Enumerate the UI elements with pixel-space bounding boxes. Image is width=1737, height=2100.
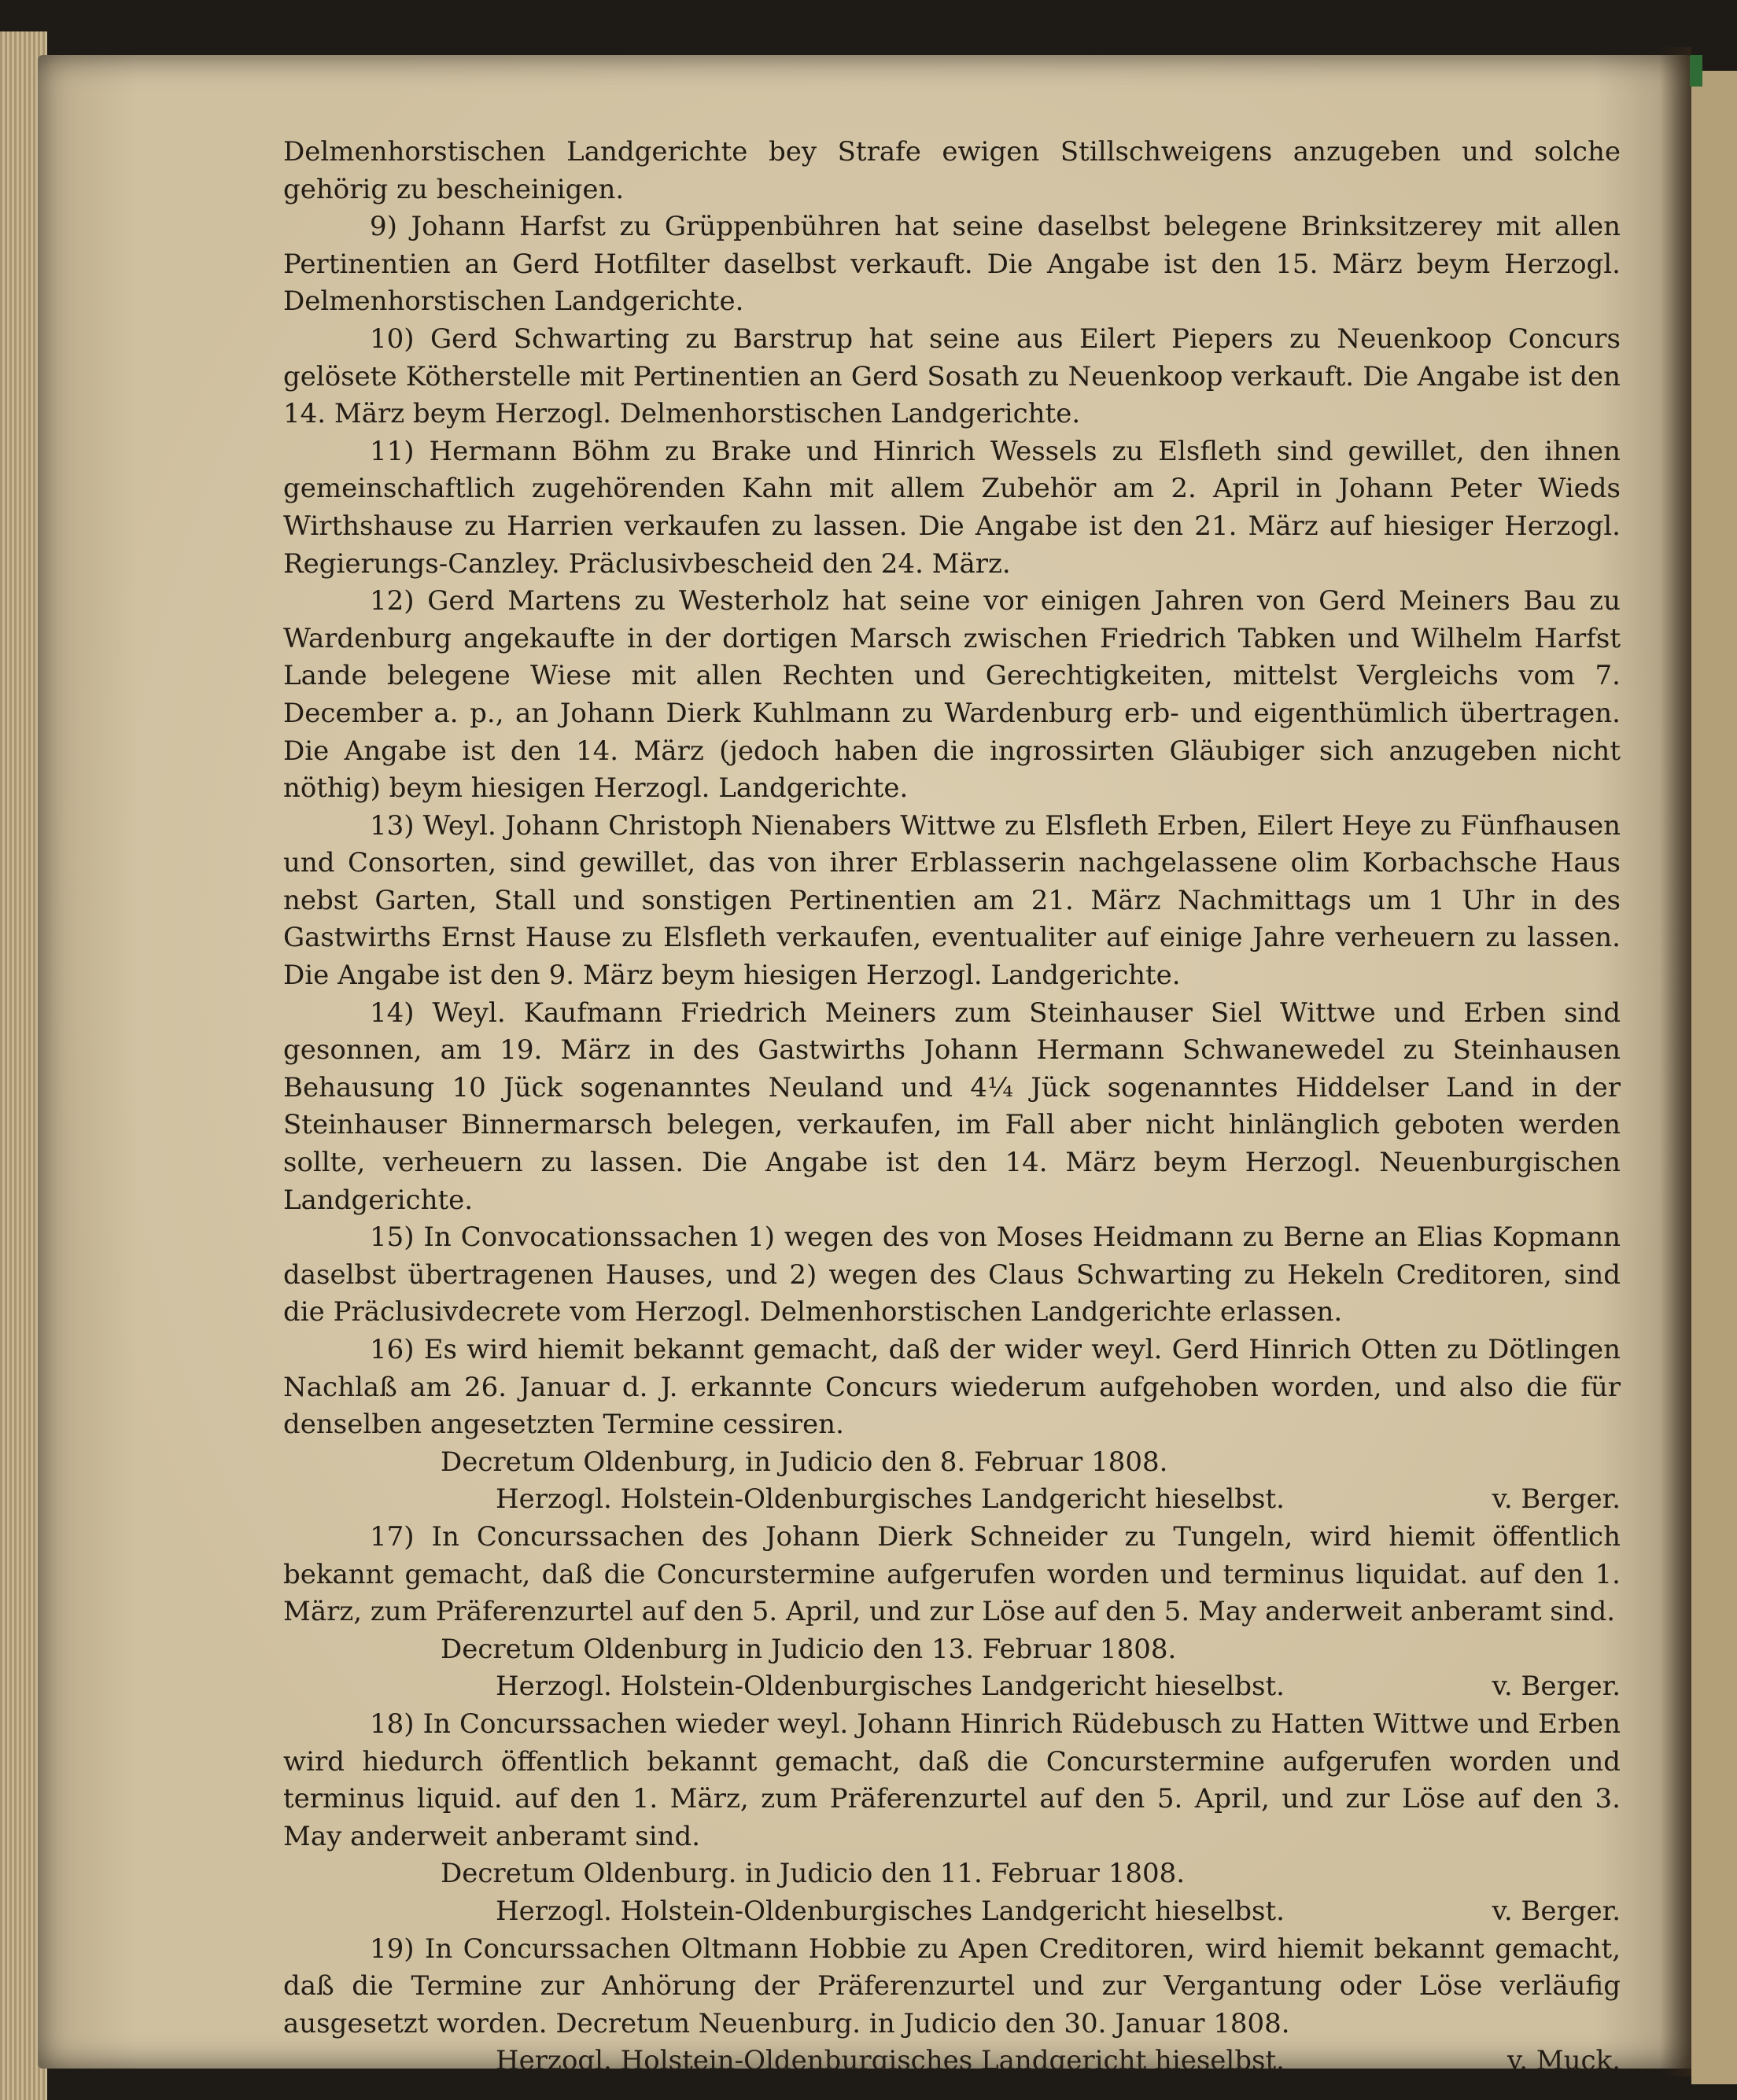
court-name: Herzogl. Holstein-Oldenburgisches Landgericht hieselbst. [496,2045,1285,2077]
signatory: v. Berger. [1492,1671,1621,1703]
paragraph-0: Delmenhorstischen Landgerichte bey Strafe ewigen Stillschweigens anzugeben und solche gehörig zu bescheinigen. [283,136,1621,205]
court-name: Herzogl. Holstein-Oldenburgisches Landgericht hieselbst. [496,1483,1285,1516]
facing-page-edge [1691,71,1737,2084]
decretum-2: Decretum Oldenburg in Judicio den 13. Februar 1808. [441,1633,1177,1665]
notice-11: 11) Hermann Böhm zu Brake und Hinrich Wessels zu Elsfleth sind gewillet, den ihnen gemeinschaftlich zugehörenden Kahn mit allem Zubehör am 2. April in Johann Peter Wieds Wirthshause zu Harrien verkaufen zu lassen. Die Angabe ist den 21. März auf hiesiger Herzogl. Regierungs-Canzley. Präclusivbescheid den 24. März. [283,435,1621,580]
page-text [283,134,1621,2080]
notice-12: 12) Gerd Martens zu Westerholz hat seine vor einigen Jahren von Gerd Meiners Bau zu Wardenburg angekaufte in der dortigen Marsch zwischen Friedrich Tabken und Wilhelm Harfst Lande belegene Wiese mit allen Rechten und Gerechtigkeiten, mittelst Vergleichs vom 7. December a. p., an Johann Dierk Kuhlmann zu Wardenburg erb- und eigenthümlich übertragen. Die Angabe ist den 14. März (jedoch haben die ingrossirten Gläubiger sich anzugeben nicht nöthig) beym hiesigen Herzogl. Landgerichte. [283,585,1621,805]
decretum-3: Decretum Oldenburg. in Judicio den 11. Februar 1808. [441,1858,1186,1890]
signature-line-1 [283,1481,1621,1519]
notice-13: 13) Weyl. Johann Christoph Nienabers Wittwe zu Elsfleth Erben, Eilert Heye zu Fünfhausen und Consorten, sind gewillet, das von ihrer Erblasserin nachgelassene olim Korbachsche Haus nebst Garten, Stall und sonstigen Pertinentien am 21. März Nachmittags um 1 Uhr in des Gastwirths Ernst Hause zu Elsfleth verkaufen, eventualiter auf einige Jahre verheuern zu lassen. Die Angabe ist den 9. März beym hiesigen Herzogl. Landgerichte. [283,809,1621,992]
signatory: v. Berger. [1492,1895,1621,1927]
binding-gutter [1660,47,1691,2076]
notice-10: 10) Gerd Schwarting zu Barstrup hat seine aus Eilert Piepers zu Neuenkoop Concurs gelösete Kötherstelle mit Pertinentien an Gerd Sosath zu Neuenkoop verkauft. Die Angabe ist den 14. März beym Herzogl. Delmenhorstischen Landgerichte. [283,322,1621,430]
notice-9: 9) Johann Harfst zu Grüppenbühren hat seine daselbst belegene Brinksitzerey mit allen Pertinentien an Gerd Hotfilter daselbst verkauft. Die Angabe ist den 15. März beym Herzogl. Delmenhorstischen Landgerichte. [283,211,1621,318]
bookmark-ribbon [1690,55,1702,87]
signature-line-2 [283,1668,1621,1706]
signatory: v. Berger. [1492,1483,1621,1516]
signature-line-4 [283,2043,1621,2080]
court-name: Herzogl. Holstein-Oldenburgisches Landgericht hieselbst. [496,1895,1285,1927]
notice-15: 15) In Convocationssachen 1) wegen des von Moses Heidmann zu Berne an Elias Kopmann daselbst übertragenen Hauses, und 2) wegen des Claus Schwarting zu Hekeln Creditoren, sind die Präclusivdecrete vom Herzogl. Delmenhorstischen Landgerichte erlassen. [283,1221,1621,1328]
decretum-1: Decretum Oldenburg, in Judicio den 8. Februar 1808. [441,1446,1168,1478]
notice-18: 18) In Concurssachen wieder weyl. Johann Hinrich Rüdebusch zu Hatten Wittwe und Erben wird hiedurch öffentlich bekannt gemacht, daß die Concurstermine aufgerufen worden und terminus liquid. auf den 1. März, zum Präferenzurtel auf den 5. April, und zur Löse auf den 3. May anderweit anberamt sind. [283,1708,1621,1852]
signatory: v. Muck. [1507,2045,1621,2077]
notice-17: 17) In Concurssachen des Johann Dierk Schneider zu Tungeln, wird hiemit öffentlich bekannt gemacht, daß die Concurstermine aufgerufen worden und terminus liquidat. auf den 1. März, zum Präferenzurtel auf den 5. April, und zur Löse auf den 5. May anderweit anberamt sind. [283,1520,1621,1628]
notice-16: 16) Es wird hiemit bekannt gemacht, daß der wider weyl. Gerd Hinrich Otten zu Dötlingen Nachlaß am 26. Januar d. J. erkannte Concurs wiederum aufgehoben worden, und also die für denselben angesetzten Termine cessiren. [283,1334,1621,1441]
signature-line-3 [283,1893,1621,1931]
court-name: Herzogl. Holstein-Oldenburgisches Landgericht hieselbst. [496,1671,1285,1703]
notice-14: 14) Weyl. Kaufmann Friedrich Meiners zum Steinhauser Siel Wittwe und Erben sind gesonnen, am 19. März in des Gastwirths Johann Hermann Schwanewedel zu Steinhausen Behausung 10 Jück sogenanntes Neuland und 4¼ Jück sogenanntes Hiddelser Land in der Steinhauser Binnermarsch belegen, verkaufen, im Fall aber nicht hinlänglich geboten werden sollte, verheuern zu lassen. Die Angabe ist den 14. März beym Herzogl. Neuenburgischen Landgerichte. [283,997,1621,1216]
notice-19: 19) In Concurssachen Oltmann Hobbie zu Apen Creditoren, wird hiemit bekannt gemacht, daß die Termine zur Anhörung der Präferenzurtel und zur Vergantung oder Löse verläufig ausgesetzt worden. Decretum Neuenburg. in Judicio den 30. Januar 1808. [283,1932,1621,2039]
